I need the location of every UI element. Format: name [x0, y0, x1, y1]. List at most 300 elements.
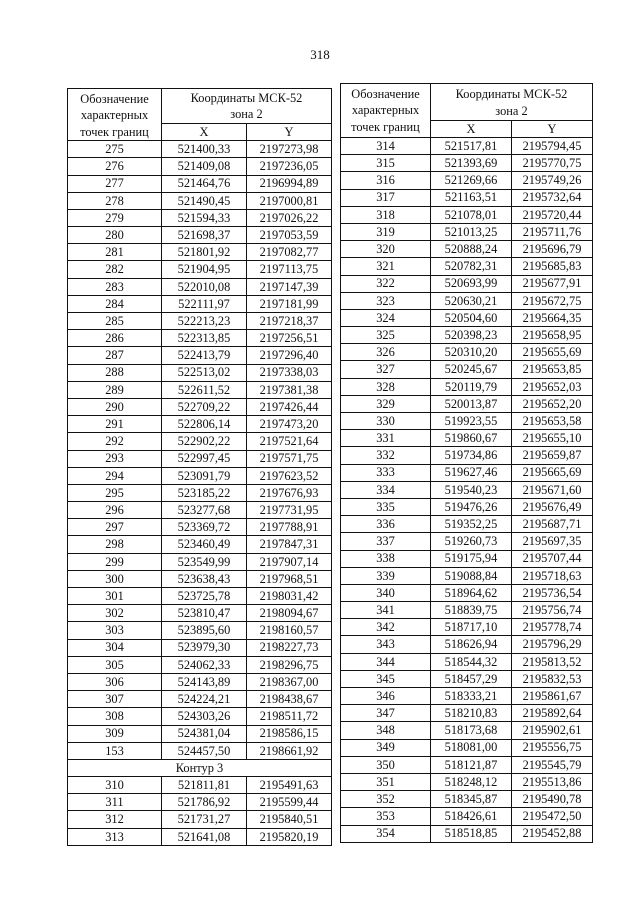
y-coordinate: 2195892,64 [512, 705, 593, 722]
y-coordinate: 2198511,72 [247, 708, 332, 725]
y-coordinate: 2195697,35 [512, 533, 593, 550]
y-coordinate: 2195687,71 [512, 516, 593, 533]
x-coordinate: 518964,62 [431, 584, 512, 601]
x-coordinate: 523895,60 [162, 622, 247, 639]
point-number: 291 [68, 416, 162, 433]
y-coordinate: 2197181,99 [247, 295, 332, 312]
point-number: 328 [341, 378, 431, 395]
x-coordinate: 518173,68 [431, 722, 512, 739]
x-coordinate: 523369,72 [162, 519, 247, 536]
table-row [68, 502, 332, 519]
y-coordinate: 2195732,64 [512, 189, 593, 206]
y-coordinate: 2195711,76 [512, 223, 593, 240]
table-row [341, 808, 593, 825]
y-coordinate: 2197788,91 [247, 519, 332, 536]
x-coordinate: 518210,83 [431, 705, 512, 722]
x-coordinate: 522513,02 [162, 364, 247, 381]
table-row [341, 722, 593, 739]
point-number: 320 [341, 241, 431, 258]
table-row [341, 584, 593, 601]
y-coordinate: 2195599,44 [247, 794, 332, 811]
point-number: 299 [68, 553, 162, 570]
header-coordinates: Координаты МСК-52 зона 2 [431, 84, 593, 121]
x-coordinate: 520310,20 [431, 344, 512, 361]
table-row [341, 619, 593, 636]
table-row [341, 172, 593, 189]
table-row [68, 313, 332, 330]
x-coordinate: 521078,01 [431, 206, 512, 223]
point-number: 316 [341, 172, 431, 189]
header-x: X [162, 123, 247, 140]
point-number: 317 [341, 189, 431, 206]
header-y: Y [247, 123, 332, 140]
x-coordinate: 523810,47 [162, 605, 247, 622]
table-row [68, 192, 332, 209]
y-coordinate: 2198094,67 [247, 605, 332, 622]
y-coordinate: 2195718,63 [512, 567, 593, 584]
y-coordinate: 2195749,26 [512, 172, 593, 189]
table-row [341, 498, 593, 515]
x-coordinate: 518626,94 [431, 636, 512, 653]
x-coordinate: 524457,50 [162, 742, 247, 759]
y-coordinate: 2195778,74 [512, 619, 593, 636]
point-number: 310 [68, 777, 162, 794]
x-coordinate: 521904,95 [162, 261, 247, 278]
x-coordinate: 521409,08 [162, 158, 247, 175]
point-number: 348 [341, 722, 431, 739]
y-coordinate: 2195452,88 [512, 825, 593, 842]
table-row [341, 756, 593, 773]
point-number: 345 [341, 670, 431, 687]
table-row [68, 777, 332, 794]
y-coordinate: 2195696,79 [512, 241, 593, 258]
y-coordinate: 2195756,74 [512, 602, 593, 619]
table-row [341, 395, 593, 412]
table-row [68, 656, 332, 673]
table-row [68, 209, 332, 226]
point-number: 319 [341, 223, 431, 240]
y-coordinate: 2197218,37 [247, 313, 332, 330]
y-coordinate: 2195556,75 [512, 739, 593, 756]
x-coordinate: 521698,37 [162, 227, 247, 244]
x-coordinate: 522213,23 [162, 313, 247, 330]
table-row [341, 275, 593, 292]
point-number: 327 [341, 361, 431, 378]
point-number: 349 [341, 739, 431, 756]
y-coordinate: 2195861,67 [512, 688, 593, 705]
y-coordinate: 2195545,79 [512, 756, 593, 773]
y-coordinate: 2198160,57 [247, 622, 332, 639]
point-number: 301 [68, 588, 162, 605]
x-coordinate: 521731,27 [162, 811, 247, 828]
y-coordinate: 2198031,42 [247, 588, 332, 605]
table-row [68, 484, 332, 501]
table-row [341, 653, 593, 670]
point-number: 295 [68, 484, 162, 501]
y-coordinate: 2197296,40 [247, 347, 332, 364]
y-coordinate: 2195653,58 [512, 413, 593, 430]
table-row [68, 639, 332, 656]
x-coordinate: 520693,99 [431, 275, 512, 292]
point-number: 307 [68, 691, 162, 708]
point-number: 334 [341, 481, 431, 498]
table-row [68, 227, 332, 244]
y-coordinate: 2198227,73 [247, 639, 332, 656]
x-coordinate: 521641,08 [162, 828, 247, 845]
point-number: 284 [68, 295, 162, 312]
y-coordinate: 2195652,20 [512, 395, 593, 412]
y-coordinate: 2195652,03 [512, 378, 593, 395]
point-number: 339 [341, 567, 431, 584]
point-number: 322 [341, 275, 431, 292]
table-row [68, 381, 332, 398]
table-row [341, 705, 593, 722]
table-row [341, 206, 593, 223]
x-coordinate: 518426,61 [431, 808, 512, 825]
x-coordinate: 518518,85 [431, 825, 512, 842]
y-coordinate: 2198586,15 [247, 725, 332, 742]
table-row [68, 433, 332, 450]
x-coordinate: 523638,43 [162, 570, 247, 587]
y-coordinate: 2197473,20 [247, 416, 332, 433]
point-number: 350 [341, 756, 431, 773]
point-number: 347 [341, 705, 431, 722]
point-number: 309 [68, 725, 162, 742]
point-number: 335 [341, 498, 431, 515]
x-coordinate: 518121,87 [431, 756, 512, 773]
x-coordinate: 523277,68 [162, 502, 247, 519]
header-point-designation: Обозначение характерных точек границ [341, 84, 431, 138]
x-coordinate: 522611,52 [162, 381, 247, 398]
table-row [341, 481, 593, 498]
table-row [68, 708, 332, 725]
table-row [68, 553, 332, 570]
y-coordinate: 2195707,44 [512, 550, 593, 567]
point-number: 315 [341, 155, 431, 172]
table-row [341, 223, 593, 240]
point-number: 303 [68, 622, 162, 639]
y-coordinate: 2195490,78 [512, 791, 593, 808]
point-number: 278 [68, 192, 162, 209]
point-number: 338 [341, 550, 431, 567]
table-row [68, 605, 332, 622]
point-number: 294 [68, 467, 162, 484]
y-coordinate: 2196994,89 [247, 175, 332, 192]
y-coordinate: 2195655,69 [512, 344, 593, 361]
point-number: 342 [341, 619, 431, 636]
y-coordinate: 2195658,95 [512, 327, 593, 344]
header-point-designation: Обозначение характерных точек границ [68, 89, 162, 141]
point-number: 290 [68, 398, 162, 415]
table-row [341, 292, 593, 309]
y-coordinate: 2195902,61 [512, 722, 593, 739]
y-coordinate: 2197426,44 [247, 398, 332, 415]
table-row [68, 588, 332, 605]
table-row [341, 670, 593, 687]
point-number: 312 [68, 811, 162, 828]
y-coordinate: 2195491,63 [247, 777, 332, 794]
table-row [68, 278, 332, 295]
point-number: 297 [68, 519, 162, 536]
y-coordinate: 2195796,29 [512, 636, 593, 653]
y-coordinate: 2195472,50 [512, 808, 593, 825]
contour-row [68, 759, 332, 776]
table-row [68, 725, 332, 742]
table-row [341, 825, 593, 842]
x-coordinate: 522709,22 [162, 398, 247, 415]
header-x: X [431, 121, 512, 138]
table-row [68, 536, 332, 553]
table-row [341, 413, 593, 430]
x-coordinate: 519540,23 [431, 481, 512, 498]
y-coordinate: 2197571,75 [247, 450, 332, 467]
table-row [68, 416, 332, 433]
y-coordinate: 2198367,00 [247, 673, 332, 690]
y-coordinate: 2197113,75 [247, 261, 332, 278]
x-coordinate: 524143,89 [162, 673, 247, 690]
point-number: 276 [68, 158, 162, 175]
table-row [68, 811, 332, 828]
table-row [341, 567, 593, 584]
y-coordinate: 2197000,81 [247, 192, 332, 209]
x-coordinate: 521786,92 [162, 794, 247, 811]
table-row [68, 622, 332, 639]
x-coordinate: 520013,87 [431, 395, 512, 412]
x-coordinate: 521013,25 [431, 223, 512, 240]
table-row [341, 361, 593, 378]
y-coordinate: 2195676,49 [512, 498, 593, 515]
x-coordinate: 521464,76 [162, 175, 247, 192]
y-coordinate: 2195665,69 [512, 464, 593, 481]
table-row [341, 464, 593, 481]
x-coordinate: 520782,31 [431, 258, 512, 275]
point-number: 340 [341, 584, 431, 601]
x-coordinate: 522997,45 [162, 450, 247, 467]
x-coordinate: 520504,60 [431, 309, 512, 326]
point-number: 344 [341, 653, 431, 670]
point-number: 313 [68, 828, 162, 845]
y-coordinate: 2197731,95 [247, 502, 332, 519]
x-coordinate: 521517,81 [431, 138, 512, 155]
y-coordinate: 2195820,19 [247, 828, 332, 845]
page-number: 318 [310, 47, 330, 62]
contour-label: Контур 3 [68, 759, 332, 776]
point-number: 323 [341, 292, 431, 309]
x-coordinate: 521801,92 [162, 244, 247, 261]
x-coordinate: 520888,24 [431, 241, 512, 258]
table-row [68, 691, 332, 708]
point-number: 280 [68, 227, 162, 244]
table-row [68, 347, 332, 364]
table-row [68, 141, 332, 158]
y-coordinate: 2195677,91 [512, 275, 593, 292]
y-coordinate: 2198661,92 [247, 742, 332, 759]
table-row [341, 189, 593, 206]
point-number: 277 [68, 175, 162, 192]
y-coordinate: 2195685,83 [512, 258, 593, 275]
left-table-body [68, 141, 332, 846]
table-row [68, 175, 332, 192]
table-row [68, 295, 332, 312]
point-number: 332 [341, 447, 431, 464]
x-coordinate: 518457,29 [431, 670, 512, 687]
point-number: 153 [68, 742, 162, 759]
y-coordinate: 2197273,98 [247, 141, 332, 158]
point-number: 341 [341, 602, 431, 619]
y-coordinate: 2195813,52 [512, 653, 593, 670]
x-coordinate: 523091,79 [162, 467, 247, 484]
point-number: 298 [68, 536, 162, 553]
point-number: 304 [68, 639, 162, 656]
coordinates-table-right [340, 83, 593, 843]
table-row [341, 138, 593, 155]
y-coordinate: 2195832,53 [512, 670, 593, 687]
point-number: 318 [341, 206, 431, 223]
point-number: 331 [341, 430, 431, 447]
point-number: 330 [341, 413, 431, 430]
point-number: 279 [68, 209, 162, 226]
table-row [341, 241, 593, 258]
y-coordinate: 2195794,45 [512, 138, 593, 155]
x-coordinate: 518717,10 [431, 619, 512, 636]
y-coordinate: 2197236,05 [247, 158, 332, 175]
table-row [341, 344, 593, 361]
x-coordinate: 522902,22 [162, 433, 247, 450]
point-number: 287 [68, 347, 162, 364]
table-row [341, 516, 593, 533]
header-y: Y [512, 121, 593, 138]
y-coordinate: 2197082,77 [247, 244, 332, 261]
x-coordinate: 522111,97 [162, 295, 247, 312]
x-coordinate: 519734,86 [431, 447, 512, 464]
y-coordinate: 2195840,51 [247, 811, 332, 828]
x-coordinate: 521811,81 [162, 777, 247, 794]
x-coordinate: 524303,26 [162, 708, 247, 725]
point-number: 352 [341, 791, 431, 808]
point-number: 343 [341, 636, 431, 653]
table-row [341, 688, 593, 705]
y-coordinate: 2195671,60 [512, 481, 593, 498]
point-number: 324 [341, 309, 431, 326]
y-coordinate: 2195770,75 [512, 155, 593, 172]
table-row [68, 244, 332, 261]
x-coordinate: 522413,79 [162, 347, 247, 364]
x-coordinate: 518081,00 [431, 739, 512, 756]
table-row [68, 570, 332, 587]
x-coordinate: 520119,79 [431, 378, 512, 395]
point-number: 305 [68, 656, 162, 673]
y-coordinate: 2195672,75 [512, 292, 593, 309]
point-number: 285 [68, 313, 162, 330]
x-coordinate: 522313,85 [162, 330, 247, 347]
point-number: 283 [68, 278, 162, 295]
y-coordinate: 2195720,44 [512, 206, 593, 223]
x-coordinate: 521269,66 [431, 172, 512, 189]
x-coordinate: 523549,99 [162, 553, 247, 570]
x-coordinate: 519175,94 [431, 550, 512, 567]
point-number: 308 [68, 708, 162, 725]
table-row [68, 364, 332, 381]
x-coordinate: 521400,33 [162, 141, 247, 158]
x-coordinate: 519260,73 [431, 533, 512, 550]
x-coordinate: 518345,87 [431, 791, 512, 808]
point-number: 329 [341, 395, 431, 412]
table-row [341, 309, 593, 326]
y-coordinate: 2195655,10 [512, 430, 593, 447]
table-row [341, 258, 593, 275]
x-coordinate: 523979,30 [162, 639, 247, 656]
point-number: 325 [341, 327, 431, 344]
y-coordinate: 2197026,22 [247, 209, 332, 226]
point-number: 311 [68, 794, 162, 811]
x-coordinate: 519088,84 [431, 567, 512, 584]
table-row [68, 467, 332, 484]
x-coordinate: 521163,51 [431, 189, 512, 206]
point-number: 321 [341, 258, 431, 275]
x-coordinate: 520630,21 [431, 292, 512, 309]
x-coordinate: 524062,33 [162, 656, 247, 673]
table-row [68, 330, 332, 347]
table-row [68, 450, 332, 467]
y-coordinate: 2195664,35 [512, 309, 593, 326]
table-row [341, 773, 593, 790]
point-number: 333 [341, 464, 431, 481]
header-coordinates: Координаты МСК-52 зона 2 [162, 89, 332, 124]
table-row [341, 636, 593, 653]
x-coordinate: 523725,78 [162, 588, 247, 605]
table-row [341, 378, 593, 395]
table-row [341, 155, 593, 172]
point-number: 354 [341, 825, 431, 842]
point-number: 281 [68, 244, 162, 261]
x-coordinate: 519923,55 [431, 413, 512, 430]
y-coordinate: 2195513,86 [512, 773, 593, 790]
y-coordinate: 2195659,87 [512, 447, 593, 464]
point-number: 346 [341, 688, 431, 705]
table-row [68, 742, 332, 759]
point-number: 336 [341, 516, 431, 533]
point-number: 288 [68, 364, 162, 381]
x-coordinate: 519476,26 [431, 498, 512, 515]
point-number: 282 [68, 261, 162, 278]
point-number: 289 [68, 381, 162, 398]
y-coordinate: 2197381,38 [247, 381, 332, 398]
table-row [68, 794, 332, 811]
y-coordinate: 2195736,54 [512, 584, 593, 601]
x-coordinate: 521490,45 [162, 192, 247, 209]
right-table-body [341, 138, 593, 843]
x-coordinate: 524224,21 [162, 691, 247, 708]
point-number: 351 [341, 773, 431, 790]
table-row [341, 430, 593, 447]
table-row [341, 739, 593, 756]
x-coordinate: 520398,23 [431, 327, 512, 344]
x-coordinate: 522010,08 [162, 278, 247, 295]
x-coordinate: 520245,67 [431, 361, 512, 378]
point-number: 286 [68, 330, 162, 347]
y-coordinate: 2197907,14 [247, 553, 332, 570]
y-coordinate: 2197338,03 [247, 364, 332, 381]
x-coordinate: 521594,33 [162, 209, 247, 226]
x-coordinate: 519627,46 [431, 464, 512, 481]
table-row [68, 828, 332, 845]
y-coordinate: 2197968,51 [247, 570, 332, 587]
y-coordinate: 2197256,51 [247, 330, 332, 347]
table-row [68, 158, 332, 175]
table-row [341, 533, 593, 550]
y-coordinate: 2195653,85 [512, 361, 593, 378]
x-coordinate: 523460,49 [162, 536, 247, 553]
